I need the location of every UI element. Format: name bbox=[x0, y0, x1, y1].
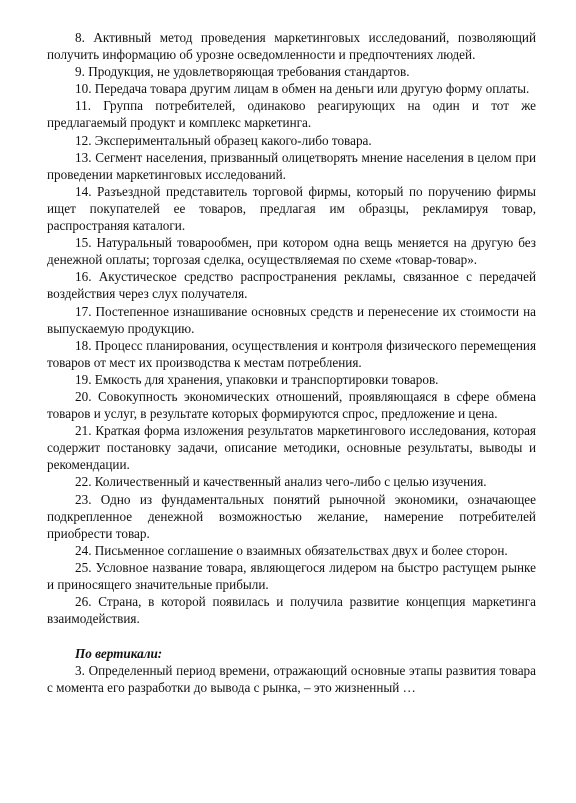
clue-number: 18. bbox=[75, 337, 92, 353]
clue-item bbox=[47, 149, 536, 183]
clue-text: Определенный период времени, отражающий основные этапы развития товара с момента его разработки до вывода с рынка, – это жизненный … bbox=[47, 663, 536, 696]
clue-number: 13. bbox=[75, 149, 92, 165]
clue-item bbox=[47, 97, 536, 131]
clue-text: Акустическое средство распространения рекламы, связанное с передачей воздействия через слух получателя. bbox=[47, 269, 536, 302]
clue-item bbox=[47, 63, 536, 80]
clue-item bbox=[47, 80, 536, 97]
clue-number: 16. bbox=[75, 269, 92, 285]
clue-item bbox=[47, 234, 536, 268]
vertical-clues-list bbox=[47, 662, 536, 696]
clue-text: Совокупность экономических отношений, проявляющаяся в сфере обмена товаров и услуг, в результате которых формируются спрос, предложение и цена. bbox=[47, 388, 537, 422]
clue-number: 19. bbox=[75, 371, 92, 387]
clue-text: Емкость для хранения, упаковки и транспортировки товаров. bbox=[94, 371, 439, 387]
clue-item bbox=[47, 422, 536, 473]
clue-number: 23. bbox=[75, 491, 92, 507]
clue-number: 10. bbox=[75, 81, 92, 97]
clue-item bbox=[47, 29, 536, 63]
clue-text: Сегмент населения, призванный олицетворять мнение населения в целом при проведении маркетинговых исследований. bbox=[47, 149, 536, 182]
clue-text: Условное название товара, являющегося лидером на быстро растущем рынке и приносящего значительные прибыли. bbox=[47, 559, 536, 592]
clue-item bbox=[47, 473, 536, 490]
clue-number: 11. bbox=[75, 98, 91, 114]
clue-item bbox=[47, 132, 536, 149]
clue-text: Краткая форма изложения результатов маркетингового исследования, которая содержит постановку задачи, описание методики, основные результаты, выводы и рекомендации. bbox=[47, 423, 536, 473]
clue-number: 8. bbox=[75, 30, 85, 45]
clue-item bbox=[47, 337, 536, 371]
clue-text: Натуральный товарообмен, при котором одна вещь меняется на другую без денежной оплаты; торгозая сделка, осуществляемая по схеме «товар-товар». bbox=[47, 235, 536, 268]
clue-item bbox=[47, 559, 536, 593]
clue-number: 21. bbox=[75, 423, 92, 439]
vertical-heading: По вертикали: bbox=[75, 646, 163, 662]
clue-text: Одно из фундаментальных понятий рыночной экономики, означающее подкрепленное денежной возможностью желание, намерение потребителей приобрести товар. bbox=[47, 491, 537, 541]
clue-item bbox=[47, 268, 536, 302]
clue-item bbox=[47, 662, 536, 696]
clue-item bbox=[47, 542, 536, 559]
clue-number: 12. bbox=[75, 132, 92, 148]
clue-text: Передача товара другим лицам в обмен на деньги или другую форму оплаты. bbox=[94, 81, 530, 97]
clue-number: 26. bbox=[75, 594, 92, 610]
clue-text: Постепенное изнашивание основных средств и перенесение их стоимости на выпускаемую продукцию. bbox=[47, 303, 537, 336]
clue-text: Продукция, не удовлетворяющая требования стандартов. bbox=[88, 64, 410, 80]
clue-item bbox=[47, 491, 536, 542]
clue-item bbox=[47, 388, 536, 422]
clue-number: 25. bbox=[75, 559, 92, 575]
across-clues-list bbox=[47, 29, 536, 627]
clue-text: Активный метод проведения маркетинговых исследований, позволяющий получить информацию об урозне осведомленности и предпочтениях людей. bbox=[47, 30, 537, 63]
clue-text: Экспериментальный образец какого-либо товара. bbox=[94, 132, 372, 148]
clue-number: 3. bbox=[75, 663, 85, 679]
clue-item bbox=[47, 371, 536, 388]
clue-number: 24. bbox=[75, 542, 92, 558]
clue-text: Процесс планирования, осуществления и контроля физического перемещения товаров от мест их производства к местам потребления. bbox=[47, 337, 537, 370]
clue-text: Разъездной представитель торговой фирмы, который по поручению фирмы ищет покупателей ее товаров, предлагая им образцы, рекламируя товар, распространяя каталоги. bbox=[47, 183, 537, 234]
clue-text: Письменное соглашение о взаимных обязательствах двух и более сторон. bbox=[94, 542, 508, 558]
clue-text: Количественный и качественный анализ чего-либо с целью изучения. bbox=[94, 474, 487, 490]
clue-item bbox=[47, 303, 536, 337]
clue-text: Группа потребителей, одинаково реагирующих на один и тот же предлагаемый продукт и комплекс маркетинга. bbox=[47, 98, 536, 131]
clue-number: 20. bbox=[75, 388, 92, 404]
clue-number: 17. bbox=[75, 303, 92, 319]
clue-number: 9. bbox=[75, 64, 85, 80]
clue-item bbox=[47, 183, 536, 234]
clue-number: 15. bbox=[75, 235, 92, 251]
clue-item bbox=[47, 593, 536, 627]
clue-number: 22. bbox=[75, 474, 92, 490]
clue-number: 14. bbox=[75, 183, 92, 199]
clue-text: Страна, в которой появилась и получила развитие концепция маркетинга взаимодействия. bbox=[47, 594, 536, 627]
